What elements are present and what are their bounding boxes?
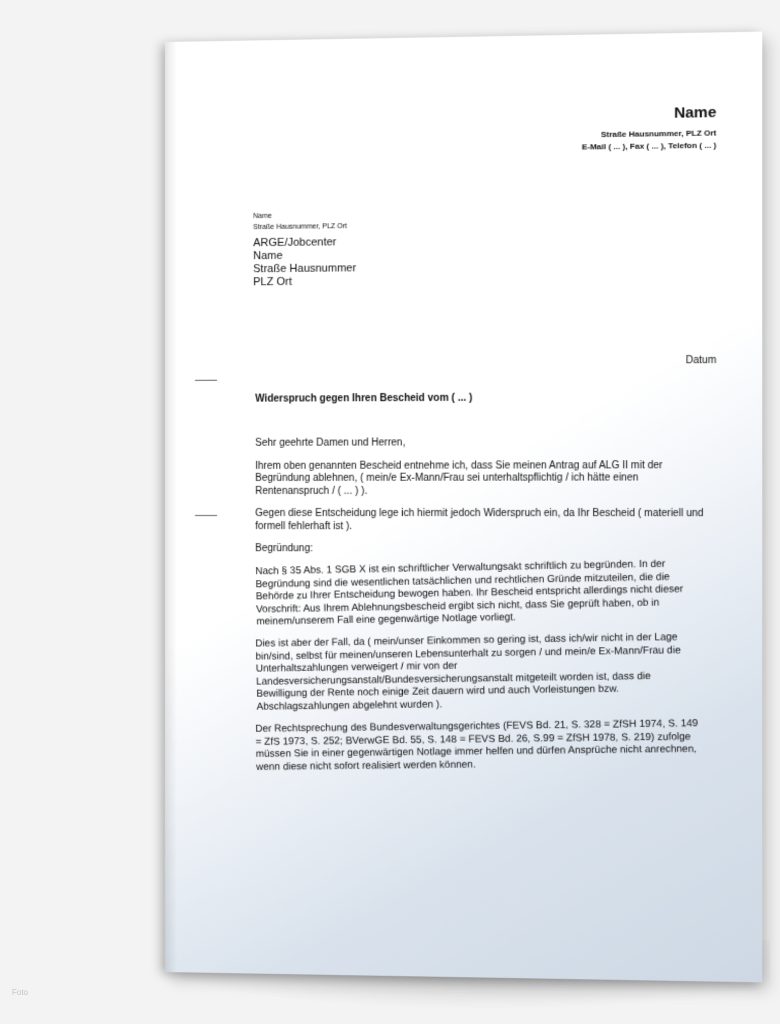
recipient-line: Straße Hausnummer [253, 262, 357, 276]
body-paragraph: Nach § 35 Abs. 1 SGB X ist ein schriftlicher Verwaltungsakt schriftlich zu begründen. In der Begründung sind die wesentlichen tatsächlichen und rechtlichen Gründe mitzuteilen, die die Behörde zu Ihrer Entscheidung bewogen haben. Ihr Bescheid entspricht allerdings nicht dieser Vorschrift: Aus Ihrem Ablehnungsbescheid ergibt sich nicht, dass Sie geprüft haben, ob in meinem/unserem Fall eine gegenwärtige Notlage vorliegt. [255, 558, 684, 627]
watermark: Foto [12, 988, 29, 997]
body-paragraph: Dies ist aber der Fall, da ( mein/unser Einkommen so gering ist, dass ich/wir nicht in der Lage bin/sind, selbst für meinen/unseren Lebensunterhalt zu sorgen / und mein/e Ex-Mann/Frau die Unterhaltszahlungen verweigert / mir von der Landesversicherungsanstalt/Bundesversicherungsanstalt mitgeteilt worden ist, dass die Bewilligung der Rente noch einige Zeit dauern wird und auch Vorleistungen bzw. Abschlagszahlungen abgelehnt wurden ). [255, 631, 681, 713]
sender-block [582, 104, 717, 154]
body-paragraph: Gegen diese Entscheidung lege ich hiermit jedoch Widerspruch ein, da Ihr Bescheid ( materiell und formell fehlerhaft ist ). [255, 508, 704, 532]
sender-name: Name [673, 103, 717, 122]
recipient-line: Name [253, 249, 283, 263]
return-address-street: Straße Hausnummer, PLZ Ort [253, 223, 347, 232]
return-address-name: Name [253, 212, 272, 221]
body-paragraph: Der Rechtsprechung des Bundesverwaltungsgerichtes (FEVS Bd. 21, S. 328 = ZfSH 1974, S. 149 = ZfS 1973, S. 252; BVerwGE Bd. 55, S. 148 = FEVS Bd. 26, S.99 = ZfSH 1978, S. 219) zufolge müssen Sie in einer gegenwärtigen Notlage immer helfen und dürfen Ansprüche nicht anrechnen, wenn diese nicht sofort realisiert werden können. [255, 718, 699, 773]
section-heading: Begründung: [255, 543, 313, 555]
letter-subject: Widerspruch gegen Ihren Bescheid vom ( ... ) [255, 392, 473, 405]
sender-contact: E-Mail ( ... ), Fax ( ... ), Telefon ( ... ) [581, 140, 717, 152]
salutation: Sehr geehrte Damen und Herren, [255, 437, 406, 449]
body-paragraph: Ihrem oben genannten Bescheid entnehme ich, dass Sie meinen Antrag auf ALG II mit der Begründung ablehnen, ( mein/e Ex-Mann/Frau sei unterhaltspflichtig / ich hätte einen Rentenanspruch / ( ... ) ). [255, 459, 663, 497]
letter-body [255, 437, 705, 789]
recipient-line: PLZ Ort [253, 275, 292, 289]
sender-address: Straße Hausnummer, PLZ Ort [600, 128, 717, 140]
recipient-address [253, 236, 356, 289]
letter-date: Datum [685, 354, 717, 367]
return-address [253, 210, 347, 233]
letter-page [165, 32, 762, 983]
page-edge-shading [165, 42, 177, 972]
recipient-line: ARGE/Jobcenter [253, 236, 337, 250]
punch-mark [195, 515, 217, 516]
fold-mark [195, 380, 217, 381]
